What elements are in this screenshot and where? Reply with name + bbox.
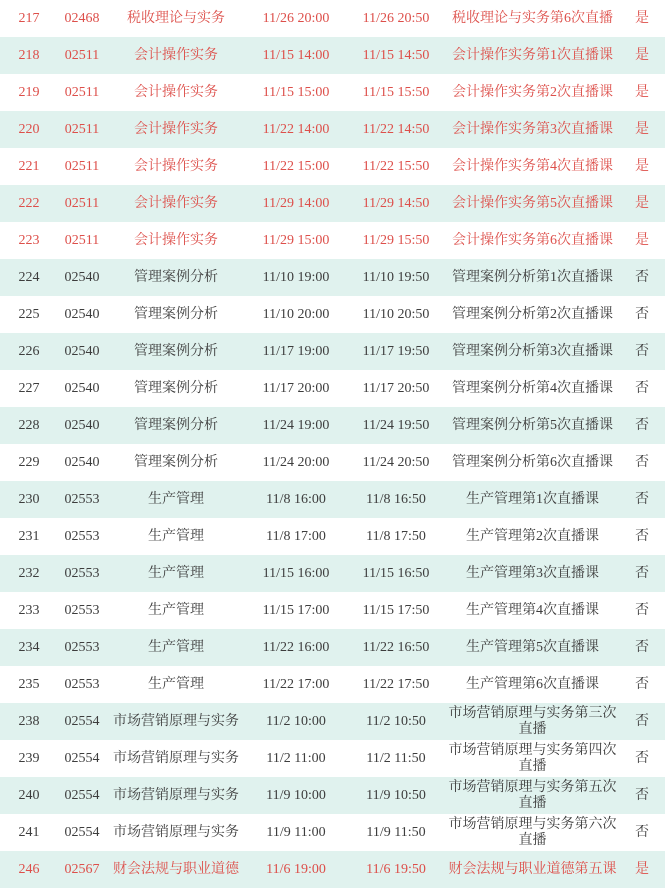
row-number-cell: 238 bbox=[0, 703, 58, 740]
course-name-cell: 会计操作实务 bbox=[106, 185, 246, 222]
live-flag-cell: 否 bbox=[635, 602, 649, 618]
end-time-cell: 11/17 19:50 bbox=[346, 333, 446, 370]
course-code-cell: 02511 bbox=[58, 111, 106, 148]
table-row bbox=[0, 851, 665, 888]
live-flag-cell: 否 bbox=[619, 777, 665, 814]
live-flag-cell: 是 bbox=[619, 111, 665, 148]
end-time-cell: 11/15 15:50 bbox=[362, 84, 430, 100]
course-code-cell: 02540 bbox=[58, 407, 106, 444]
course-code-cell: 02554 bbox=[58, 777, 106, 814]
start-time-cell: 11/8 16:00 bbox=[246, 481, 346, 518]
live-flag-cell: 否 bbox=[619, 481, 665, 518]
live-flag-cell: 否 bbox=[635, 528, 649, 544]
start-time-cell: 11/22 15:00 bbox=[262, 158, 330, 174]
live-flag-cell: 否 bbox=[635, 454, 649, 470]
start-time-cell: 11/29 15:00 bbox=[262, 232, 330, 248]
table-row bbox=[0, 370, 665, 407]
table-row bbox=[0, 407, 665, 444]
table-row bbox=[0, 0, 665, 37]
table-row bbox=[0, 111, 665, 148]
end-time-cell: 11/26 20:50 bbox=[362, 10, 430, 26]
start-time-cell: 11/8 17:00 bbox=[266, 528, 326, 544]
live-flag-cell: 是 bbox=[635, 232, 649, 248]
end-time-cell: 11/9 11:50 bbox=[366, 824, 426, 840]
end-time-cell: 11/15 17:50 bbox=[362, 602, 430, 618]
live-flag-cell: 是 bbox=[635, 10, 649, 26]
course-code-cell: 02540 bbox=[64, 454, 100, 470]
start-time-cell: 11/6 19:00 bbox=[246, 851, 346, 888]
row-number-cell: 225 bbox=[18, 306, 40, 322]
course-name-cell: 生产管理 bbox=[106, 481, 246, 518]
live-flag-cell: 否 bbox=[635, 750, 649, 766]
row-number-cell: 241 bbox=[18, 824, 40, 840]
table-row bbox=[0, 296, 665, 333]
course-name-cell: 管理案例分析 bbox=[106, 333, 246, 370]
row-number-cell: 226 bbox=[0, 333, 58, 370]
end-time-cell: 11/22 14:50 bbox=[346, 111, 446, 148]
course-name-cell: 会计操作实务 bbox=[134, 158, 218, 174]
live-flag-cell: 否 bbox=[619, 629, 665, 666]
session-name-cell: 市场营销原理与实务第三次直播 bbox=[446, 703, 619, 740]
start-time-cell: 11/29 14:00 bbox=[246, 185, 346, 222]
row-number-cell: 232 bbox=[0, 555, 58, 592]
session-name-cell: 管理案例分析第2次直播课 bbox=[452, 306, 613, 322]
table-row bbox=[0, 333, 665, 370]
table-row bbox=[0, 148, 665, 185]
row-number-cell: 219 bbox=[18, 84, 40, 100]
course-name-cell: 会计操作实务 bbox=[134, 232, 218, 248]
session-name-cell: 管理案例分析第4次直播课 bbox=[452, 380, 613, 396]
course-name-cell: 市场营销原理与实务 bbox=[106, 703, 246, 740]
live-flag-cell: 否 bbox=[619, 333, 665, 370]
start-time-cell: 11/15 17:00 bbox=[262, 602, 330, 618]
row-number-cell: 223 bbox=[18, 232, 40, 248]
start-time-cell: 11/15 16:00 bbox=[246, 555, 346, 592]
table-row bbox=[0, 740, 665, 777]
end-time-cell: 11/29 14:50 bbox=[346, 185, 446, 222]
course-code-cell: 02511 bbox=[64, 158, 100, 174]
table-row bbox=[0, 555, 665, 592]
course-code-cell: 02511 bbox=[58, 185, 106, 222]
session-name-cell: 生产管理第3次直播课 bbox=[446, 555, 619, 592]
table-row bbox=[0, 592, 665, 629]
live-flag-cell: 是 bbox=[619, 851, 665, 888]
course-name-cell: 管理案例分析 bbox=[134, 306, 218, 322]
end-time-cell: 11/2 11:50 bbox=[366, 750, 426, 766]
table-row bbox=[0, 777, 665, 814]
course-code-cell: 02511 bbox=[64, 84, 100, 100]
row-number-cell: 227 bbox=[18, 380, 40, 396]
live-flag-cell: 否 bbox=[635, 676, 649, 692]
course-code-cell: 02540 bbox=[58, 259, 106, 296]
course-code-cell: 02511 bbox=[64, 232, 100, 248]
course-code-cell: 02540 bbox=[64, 306, 100, 322]
session-name-cell: 会计操作实务第6次直播课 bbox=[452, 232, 613, 248]
table-row bbox=[0, 666, 665, 703]
course-code-cell: 02554 bbox=[58, 703, 106, 740]
course-code-cell: 02553 bbox=[64, 676, 100, 692]
row-number-cell: 240 bbox=[0, 777, 58, 814]
course-code-cell: 02540 bbox=[58, 333, 106, 370]
end-time-cell: 11/24 19:50 bbox=[346, 407, 446, 444]
row-number-cell: 221 bbox=[18, 158, 40, 174]
row-number-cell: 246 bbox=[0, 851, 58, 888]
row-number-cell: 217 bbox=[18, 10, 40, 26]
row-number-cell: 230 bbox=[0, 481, 58, 518]
course-name-cell: 会计操作实务 bbox=[106, 37, 246, 74]
live-flag-cell: 是 bbox=[619, 37, 665, 74]
session-name-cell: 会计操作实务第5次直播课 bbox=[446, 185, 619, 222]
course-code-cell: 02540 bbox=[64, 380, 100, 396]
session-name-cell: 生产管理第6次直播课 bbox=[466, 676, 599, 692]
start-time-cell: 11/2 10:00 bbox=[246, 703, 346, 740]
live-flag-cell: 否 bbox=[619, 259, 665, 296]
table-row bbox=[0, 444, 665, 481]
table-row bbox=[0, 74, 665, 111]
live-flag-cell: 否 bbox=[635, 380, 649, 396]
end-time-cell: 11/6 19:50 bbox=[346, 851, 446, 888]
session-name-cell: 管理案例分析第1次直播课 bbox=[446, 259, 619, 296]
start-time-cell: 11/9 11:00 bbox=[266, 824, 326, 840]
live-flag-cell: 是 bbox=[619, 185, 665, 222]
course-code-cell: 02553 bbox=[64, 602, 100, 618]
course-name-cell: 生产管理 bbox=[106, 629, 246, 666]
end-time-cell: 11/2 10:50 bbox=[346, 703, 446, 740]
course-code-cell: 02553 bbox=[58, 481, 106, 518]
end-time-cell: 11/29 15:50 bbox=[362, 232, 430, 248]
course-code-cell: 02511 bbox=[58, 37, 106, 74]
session-name-cell: 市场营销原理与实务第六次直播 bbox=[448, 816, 617, 848]
course-code-cell: 02554 bbox=[64, 824, 100, 840]
row-number-cell: 220 bbox=[0, 111, 58, 148]
session-name-cell: 管理案例分析第6次直播课 bbox=[452, 454, 613, 470]
session-name-cell: 市场营销原理与实务第四次直播 bbox=[448, 742, 617, 774]
table-row bbox=[0, 481, 665, 518]
row-number-cell: 218 bbox=[0, 37, 58, 74]
session-name-cell: 生产管理第5次直播课 bbox=[446, 629, 619, 666]
table-row bbox=[0, 518, 665, 555]
course-name-cell: 市场营销原理与实务 bbox=[113, 824, 239, 840]
live-flag-cell: 否 bbox=[619, 555, 665, 592]
table-row bbox=[0, 703, 665, 740]
table-row bbox=[0, 259, 665, 296]
live-flag-cell: 否 bbox=[619, 407, 665, 444]
course-name-cell: 管理案例分析 bbox=[106, 407, 246, 444]
session-name-cell: 税收理论与实务第6次直播 bbox=[452, 10, 613, 26]
end-time-cell: 11/17 20:50 bbox=[362, 380, 430, 396]
course-name-cell: 生产管理 bbox=[106, 555, 246, 592]
table-row bbox=[0, 37, 665, 74]
end-time-cell: 11/15 16:50 bbox=[346, 555, 446, 592]
end-time-cell: 11/10 20:50 bbox=[362, 306, 430, 322]
start-time-cell: 11/24 20:00 bbox=[262, 454, 330, 470]
start-time-cell: 11/17 19:00 bbox=[246, 333, 346, 370]
row-number-cell: 231 bbox=[18, 528, 40, 544]
table-row bbox=[0, 185, 665, 222]
start-time-cell: 11/22 16:00 bbox=[246, 629, 346, 666]
session-name-cell: 会计操作实务第4次直播课 bbox=[452, 158, 613, 174]
start-time-cell: 11/10 20:00 bbox=[262, 306, 330, 322]
end-time-cell: 11/15 14:50 bbox=[346, 37, 446, 74]
end-time-cell: 11/8 17:50 bbox=[366, 528, 426, 544]
end-time-cell: 11/10 19:50 bbox=[346, 259, 446, 296]
course-code-cell: 02553 bbox=[64, 528, 100, 544]
session-name-cell: 生产管理第1次直播课 bbox=[446, 481, 619, 518]
table-row bbox=[0, 814, 665, 851]
row-number-cell: 222 bbox=[0, 185, 58, 222]
start-time-cell: 11/2 11:00 bbox=[266, 750, 326, 766]
end-time-cell: 11/22 15:50 bbox=[362, 158, 430, 174]
course-code-cell: 02553 bbox=[58, 629, 106, 666]
course-name-cell: 市场营销原理与实务 bbox=[113, 750, 239, 766]
session-name-cell: 财会法规与职业道德第五课 bbox=[446, 851, 619, 888]
course-name-cell: 生产管理 bbox=[148, 602, 204, 618]
live-flag-cell: 否 bbox=[619, 703, 665, 740]
course-name-cell: 生产管理 bbox=[148, 676, 204, 692]
row-number-cell: 239 bbox=[18, 750, 40, 766]
start-time-cell: 11/15 15:00 bbox=[262, 84, 330, 100]
course-code-cell: 02553 bbox=[58, 555, 106, 592]
end-time-cell: 11/9 10:50 bbox=[346, 777, 446, 814]
start-time-cell: 11/22 14:00 bbox=[246, 111, 346, 148]
course-name-cell: 税收理论与实务 bbox=[127, 10, 225, 26]
live-flag-cell: 是 bbox=[635, 84, 649, 100]
course-name-cell: 管理案例分析 bbox=[134, 380, 218, 396]
row-number-cell: 228 bbox=[0, 407, 58, 444]
end-time-cell: 11/24 20:50 bbox=[362, 454, 430, 470]
course-name-cell: 市场营销原理与实务 bbox=[106, 777, 246, 814]
start-time-cell: 11/10 19:00 bbox=[246, 259, 346, 296]
session-name-cell: 会计操作实务第2次直播课 bbox=[452, 84, 613, 100]
course-name-cell: 会计操作实务 bbox=[134, 84, 218, 100]
start-time-cell: 11/15 14:00 bbox=[246, 37, 346, 74]
live-flag-cell: 是 bbox=[635, 158, 649, 174]
session-name-cell: 会计操作实务第1次直播课 bbox=[446, 37, 619, 74]
course-code-cell: 02567 bbox=[58, 851, 106, 888]
start-time-cell: 11/26 20:00 bbox=[262, 10, 330, 26]
row-number-cell: 224 bbox=[0, 259, 58, 296]
course-name-cell: 财会法规与职业道德 bbox=[106, 851, 246, 888]
course-name-cell: 会计操作实务 bbox=[106, 111, 246, 148]
course-code-cell: 02554 bbox=[64, 750, 100, 766]
row-number-cell: 233 bbox=[18, 602, 40, 618]
session-name-cell: 生产管理第4次直播课 bbox=[466, 602, 599, 618]
start-time-cell: 11/9 10:00 bbox=[246, 777, 346, 814]
table-row bbox=[0, 629, 665, 666]
live-flag-cell: 否 bbox=[635, 824, 649, 840]
course-name-cell: 生产管理 bbox=[148, 528, 204, 544]
session-name-cell: 管理案例分析第3次直播课 bbox=[446, 333, 619, 370]
live-flag-cell: 否 bbox=[635, 306, 649, 322]
course-name-cell: 管理案例分析 bbox=[134, 454, 218, 470]
session-name-cell: 管理案例分析第5次直播课 bbox=[446, 407, 619, 444]
row-number-cell: 234 bbox=[0, 629, 58, 666]
table-row bbox=[0, 222, 665, 259]
course-code-cell: 02468 bbox=[64, 10, 100, 26]
session-name-cell: 市场营销原理与实务第五次直播 bbox=[446, 777, 619, 814]
course-name-cell: 管理案例分析 bbox=[106, 259, 246, 296]
row-number-cell: 235 bbox=[18, 676, 40, 692]
start-time-cell: 11/17 20:00 bbox=[262, 380, 330, 396]
start-time-cell: 11/22 17:00 bbox=[262, 676, 330, 692]
session-name-cell: 生产管理第2次直播课 bbox=[466, 528, 599, 544]
start-time-cell: 11/24 19:00 bbox=[246, 407, 346, 444]
row-number-cell: 229 bbox=[18, 454, 40, 470]
end-time-cell: 11/8 16:50 bbox=[346, 481, 446, 518]
session-name-cell: 会计操作实务第3次直播课 bbox=[446, 111, 619, 148]
end-time-cell: 11/22 16:50 bbox=[346, 629, 446, 666]
end-time-cell: 11/22 17:50 bbox=[362, 676, 430, 692]
